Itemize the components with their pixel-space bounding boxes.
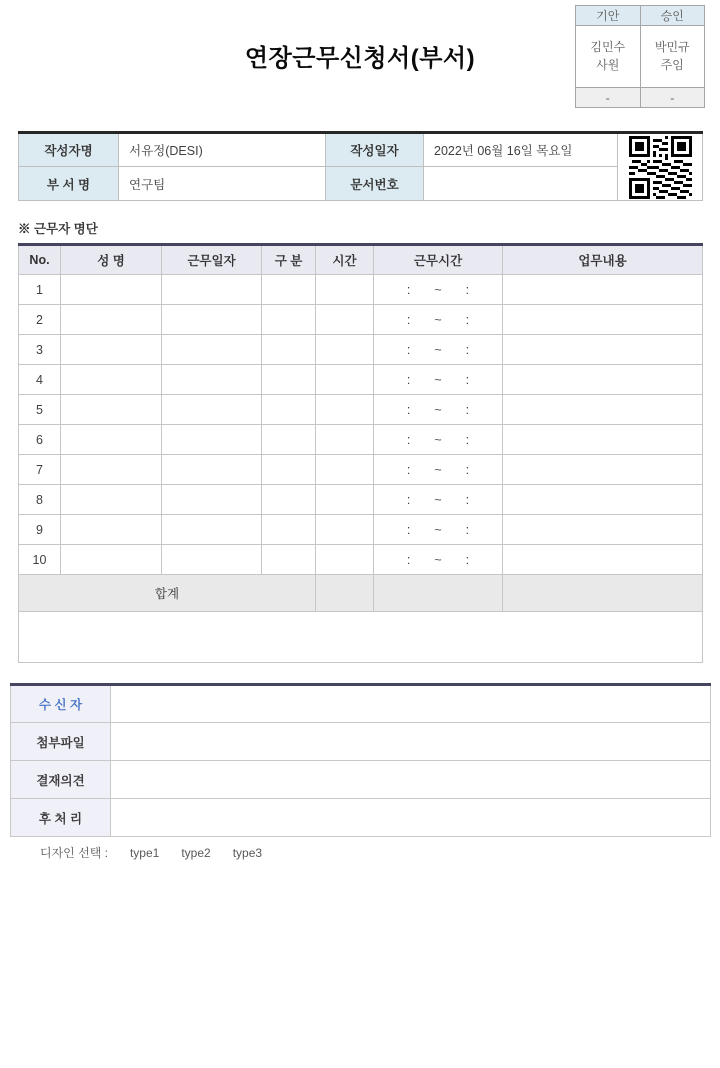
total-work-hours-cell — [374, 575, 503, 612]
time-colon-end: : — [465, 492, 470, 507]
header-name: 성 명 — [61, 245, 162, 275]
work-hours-cell[interactable] — [374, 545, 503, 575]
design-selector-label: 디자인 선택 : — [40, 846, 108, 860]
footer-table — [10, 683, 711, 837]
docno-label: 문서번호 — [326, 167, 424, 201]
qr-cell — [618, 133, 703, 201]
worker-row — [19, 545, 703, 575]
design-selector — [40, 844, 284, 861]
work-date-cell[interactable] — [162, 305, 262, 335]
approval-role-approve: 승인 — [640, 6, 705, 26]
attachment-label: 첨부파일 — [11, 723, 111, 761]
time-tilde: ~ — [434, 492, 442, 507]
time-cell[interactable] — [316, 515, 374, 545]
time-cell[interactable] — [316, 485, 374, 515]
approval-stamp-draft: - — [576, 88, 641, 108]
header-type: 구 분 — [262, 245, 316, 275]
row-number: 8 — [19, 485, 61, 515]
time-colon-end: : — [465, 372, 470, 387]
row-number: 7 — [19, 455, 61, 485]
time-colon-end: : — [465, 282, 470, 297]
row-number: 10 — [19, 545, 61, 575]
total-row — [19, 575, 703, 612]
time-cell[interactable] — [316, 305, 374, 335]
type-cell[interactable] — [262, 455, 316, 485]
page-title: 연장근무신청서(부서) — [244, 45, 476, 72]
header-no: No. — [19, 245, 61, 275]
row-number: 5 — [19, 395, 61, 425]
time-colon-start: : — [406, 522, 411, 537]
time-tilde: ~ — [434, 342, 442, 357]
header-task: 업무내용 — [503, 245, 703, 275]
worker-row — [19, 425, 703, 455]
dept-label: 부 서 명 — [19, 167, 119, 201]
time-colon-end: : — [465, 462, 470, 477]
signer-name: 김민수 — [590, 40, 626, 55]
attachment-value[interactable] — [111, 723, 711, 761]
work-date-cell[interactable] — [162, 395, 262, 425]
row-number: 4 — [19, 365, 61, 395]
design-option-type3[interactable]: type3 — [232, 845, 263, 860]
time-tilde: ~ — [434, 552, 442, 567]
approval-opinion-value[interactable] — [111, 761, 711, 799]
notes-cell[interactable] — [19, 612, 703, 663]
docno-value[interactable] — [424, 167, 618, 201]
time-colon-start: : — [406, 462, 411, 477]
work-date-cell[interactable] — [162, 365, 262, 395]
date-value[interactable]: 2022년 06월 16일 목요일 — [424, 133, 618, 167]
worker-table — [18, 243, 703, 663]
post-process-label: 후 처 리 — [11, 799, 111, 837]
date-label: 작성일자 — [326, 133, 424, 167]
name-cell[interactable] — [61, 455, 162, 485]
name-cell[interactable] — [61, 365, 162, 395]
work-hours-cell[interactable] — [374, 335, 503, 365]
work-hours-cell[interactable] — [374, 275, 503, 305]
design-option-type2[interactable]: type2 — [181, 845, 211, 860]
time-tilde: ~ — [434, 432, 442, 447]
design-option-type1[interactable]: type1 — [129, 845, 160, 860]
approval-role-draft: 기안 — [576, 6, 641, 26]
work-date-cell[interactable] — [162, 515, 262, 545]
dept-value[interactable]: 연구팀 — [119, 167, 326, 201]
work-date-cell[interactable] — [162, 275, 262, 305]
type-cell[interactable] — [262, 515, 316, 545]
task-cell[interactable] — [503, 545, 703, 575]
work-hours-cell[interactable] — [374, 395, 503, 425]
name-cell[interactable] — [61, 275, 162, 305]
footer-row-post-process — [11, 799, 711, 837]
work-hours-cell[interactable] — [374, 365, 503, 395]
task-cell[interactable] — [503, 485, 703, 515]
recipient-label: 수 신 자 — [11, 685, 111, 723]
type-cell[interactable] — [262, 335, 316, 365]
row-number: 6 — [19, 425, 61, 455]
post-process-value[interactable] — [111, 799, 711, 837]
time-colon-start: : — [406, 372, 411, 387]
header-work-date: 근무일자 — [162, 245, 262, 275]
row-number: 9 — [19, 515, 61, 545]
approval-opinion-label: 결재의견 — [11, 761, 111, 799]
worker-table-body — [19, 275, 703, 575]
work-date-cell[interactable] — [162, 425, 262, 455]
worker-row — [19, 515, 703, 545]
qr-code-icon — [618, 136, 702, 199]
work-date-cell[interactable] — [162, 455, 262, 485]
time-tilde: ~ — [434, 372, 442, 387]
name-cell[interactable] — [61, 425, 162, 455]
header-work-hours: 근무시간 — [374, 245, 503, 275]
time-colon-end: : — [465, 312, 470, 327]
type-cell[interactable] — [262, 395, 316, 425]
task-cell[interactable] — [503, 305, 703, 335]
work-date-cell[interactable] — [162, 335, 262, 365]
time-colon-start: : — [406, 282, 411, 297]
time-colon-start: : — [406, 432, 411, 447]
name-cell[interactable] — [61, 515, 162, 545]
name-cell[interactable] — [61, 395, 162, 425]
total-time-cell — [316, 575, 374, 612]
work-date-cell[interactable] — [162, 545, 262, 575]
task-cell[interactable] — [503, 515, 703, 545]
time-colon-start: : — [406, 552, 411, 567]
time-colon-start: : — [406, 312, 411, 327]
time-tilde: ~ — [434, 462, 442, 477]
footer-row-recipient — [11, 685, 711, 723]
row-number: 2 — [19, 305, 61, 335]
task-cell[interactable] — [503, 425, 703, 455]
work-hours-cell[interactable] — [374, 485, 503, 515]
time-colon-end: : — [465, 402, 470, 417]
worker-row — [19, 305, 703, 335]
time-colon-end: : — [465, 552, 470, 567]
time-tilde: ~ — [434, 312, 442, 327]
approval-stamp-approve: - — [640, 88, 705, 108]
time-cell[interactable] — [316, 395, 374, 425]
worker-row — [19, 485, 703, 515]
worker-row — [19, 335, 703, 365]
time-cell[interactable] — [316, 365, 374, 395]
work-hours-cell[interactable] — [374, 515, 503, 545]
info-table — [18, 131, 703, 201]
total-label: 합계 — [19, 575, 316, 612]
author-value[interactable]: 서유정(DESI) — [119, 133, 326, 167]
type-cell[interactable] — [262, 365, 316, 395]
recipient-value[interactable] — [111, 685, 711, 723]
name-cell[interactable] — [61, 545, 162, 575]
task-cell[interactable] — [503, 335, 703, 365]
type-cell[interactable] — [262, 275, 316, 305]
worker-row — [19, 455, 703, 485]
signer-name: 박민규 — [654, 40, 690, 55]
time-cell[interactable] — [316, 455, 374, 485]
worker-list-label: ※ 근무자 명단 — [18, 222, 98, 236]
author-label: 작성자명 — [19, 133, 119, 167]
worker-table-header-row — [19, 245, 703, 275]
notes-row — [19, 612, 703, 663]
time-colon-start: : — [406, 492, 411, 507]
name-cell[interactable] — [61, 335, 162, 365]
task-cell[interactable] — [503, 395, 703, 425]
time-cell[interactable] — [316, 425, 374, 455]
signer-rank: 주임 — [660, 57, 684, 72]
time-cell[interactable] — [316, 275, 374, 305]
task-cell[interactable] — [503, 275, 703, 305]
time-colon-end: : — [465, 522, 470, 537]
signer-rank: 사원 — [596, 57, 620, 72]
worker-row — [19, 395, 703, 425]
time-cell[interactable] — [316, 545, 374, 575]
type-cell[interactable] — [262, 485, 316, 515]
name-cell[interactable] — [61, 485, 162, 515]
name-cell[interactable] — [61, 305, 162, 335]
footer-row-approval-opinion — [11, 761, 711, 799]
time-colon-start: : — [406, 402, 411, 417]
work-hours-cell[interactable] — [374, 305, 503, 335]
time-colon-end: : — [465, 432, 470, 447]
row-number: 3 — [19, 335, 61, 365]
time-colon-end: : — [465, 342, 470, 357]
row-number: 1 — [19, 275, 61, 305]
type-cell[interactable] — [262, 545, 316, 575]
time-tilde: ~ — [434, 522, 442, 537]
work-hours-cell[interactable] — [374, 425, 503, 455]
time-cell[interactable] — [316, 335, 374, 365]
work-date-cell[interactable] — [162, 485, 262, 515]
worker-row — [19, 275, 703, 305]
time-tilde: ~ — [434, 402, 442, 417]
footer-row-attachment — [11, 723, 711, 761]
type-cell[interactable] — [262, 305, 316, 335]
type-cell[interactable] — [262, 425, 316, 455]
time-colon-start: : — [406, 342, 411, 357]
worker-row — [19, 365, 703, 395]
task-cell[interactable] — [503, 455, 703, 485]
work-hours-cell[interactable] — [374, 455, 503, 485]
total-task-cell — [503, 575, 703, 612]
header-time: 시간 — [316, 245, 374, 275]
task-cell[interactable] — [503, 365, 703, 395]
time-tilde: ~ — [434, 282, 442, 297]
